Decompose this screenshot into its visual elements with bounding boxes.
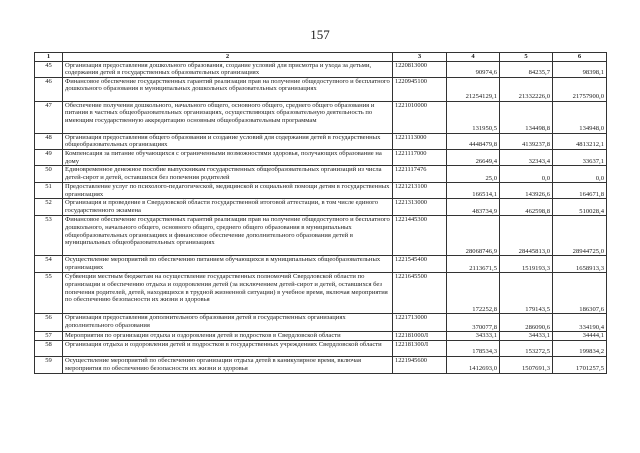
row-value-year3: 199834,2 xyxy=(553,340,607,356)
row-number: 46 xyxy=(35,77,63,101)
table-row xyxy=(35,77,607,101)
row-value-year3: 34444,1 xyxy=(553,332,607,341)
row-value-year1: 178534,3 xyxy=(447,340,500,356)
row-value-year3: 510028,4 xyxy=(553,199,607,216)
row-number: 53 xyxy=(35,216,63,256)
row-value-year1: 166514,1 xyxy=(447,183,500,199)
row-value-year3: 164671,8 xyxy=(553,183,607,199)
row-code: 1220945100 xyxy=(393,77,447,101)
row-value-year1: 25,0 xyxy=(447,166,500,183)
row-number: 52 xyxy=(35,199,63,216)
row-number: 51 xyxy=(35,183,63,199)
row-number: 48 xyxy=(35,133,63,149)
row-value-year2: 286090,6 xyxy=(500,314,553,332)
table-row xyxy=(35,101,607,133)
row-value-year2: 28445813,0 xyxy=(500,216,553,256)
table-row xyxy=(35,133,607,149)
row-name: Осуществление мероприятий по обеспечению питанием обучающихся в муниципальных общеобразовательных организациях xyxy=(63,256,393,273)
header-cell: 6 xyxy=(553,53,607,62)
header-cell: 1 xyxy=(35,53,63,62)
page-number: 157 xyxy=(310,27,330,42)
row-value-year2: 143926,6 xyxy=(500,183,553,199)
row-value-year1: 2113671,5 xyxy=(447,256,500,273)
table-row xyxy=(35,216,607,256)
row-code: 1221545400 xyxy=(393,256,447,273)
row-name: Обеспечение получения дошкольного, начального общего, основного общего, среднего общего образования и питания в частных общеобразовательных организациях, осуществляющих образовательную деятельность по имеющим государственную аккредитацию основным общеобразовательным программам xyxy=(63,101,393,133)
table-row xyxy=(35,199,607,216)
row-name: Мероприятия по организации отдыха и оздоровления детей и подростков в Свердловской области xyxy=(63,332,393,341)
row-value-year2: 179143,5 xyxy=(500,273,553,314)
row-code: 1221113000 xyxy=(393,133,447,149)
row-value-year2: 1507691,3 xyxy=(500,356,553,373)
row-value-year1: 34333,1 xyxy=(447,332,500,341)
row-name: Осуществление мероприятий по обеспечению организации отдыха детей в каникулярное время, включая мероприятия по обеспечению безопасности их жизни и здоровья xyxy=(63,356,393,373)
row-number: 57 xyxy=(35,332,63,341)
table-header-row xyxy=(35,53,607,62)
row-value-year1: 483734,9 xyxy=(447,199,500,216)
row-number: 56 xyxy=(35,314,63,332)
row-value-year2: 1519193,3 xyxy=(500,256,553,273)
row-name: Организация предоставления дошкольного образования, создание условий для присмотра и ухода за детьми, содержания детей в государственных образовательных организациях xyxy=(63,61,393,77)
table-row xyxy=(35,61,607,77)
table-row xyxy=(35,340,607,356)
row-name: Финансовое обеспечение государственных гарантий реализации прав на получение общедоступного и бесплатного дошкольного образования в муниципальных дошкольных образовательных организациях xyxy=(63,77,393,101)
row-code: 1221645500 xyxy=(393,273,447,314)
row-code: 1220813000 xyxy=(393,61,447,77)
row-value-year1: 21254129,1 xyxy=(447,77,500,101)
header-cell: 2 xyxy=(63,53,393,62)
row-value-year1: 4448479,8 xyxy=(447,133,500,149)
row-value-year1: 370077,8 xyxy=(447,314,500,332)
row-value-year2: 34433,1 xyxy=(500,332,553,341)
row-number: 54 xyxy=(35,256,63,273)
row-value-year1: 1412693,0 xyxy=(447,356,500,373)
row-name: Предоставление услуг по психолого-педагогической, медицинской и социальной помощи детям в государственных организациях xyxy=(63,183,393,199)
row-value-year3: 4813212,1 xyxy=(553,133,607,149)
table-row xyxy=(35,356,607,373)
row-number: 55 xyxy=(35,273,63,314)
row-value-year1: 172252,8 xyxy=(447,273,500,314)
row-value-year2: 134498,8 xyxy=(500,101,553,133)
row-name: Организация предоставления дополнительного образования детей в государственных организациях дополнительного образования xyxy=(63,314,393,332)
row-value-year3: 186307,6 xyxy=(553,273,607,314)
row-number: 59 xyxy=(35,356,63,373)
table-row xyxy=(35,314,607,332)
row-value-year2: 153272,5 xyxy=(500,340,553,356)
row-value-year3: 98398,1 xyxy=(553,61,607,77)
header-cell: 4 xyxy=(447,53,500,62)
row-value-year2: 4139237,8 xyxy=(500,133,553,149)
row-name: Субвенции местным бюджетам на осуществление государственных полномочий Свердловской области по организации и обеспечению отдыха и оздоровления детей (за исключением детей-сирот и детей, оставшихся без попечения родителей, детей, находящихся в трудной жизненной ситуации) в учебное время, включая мероприятия по обеспечению безопасности их жизни и здоровья xyxy=(63,273,393,314)
row-value-year1: 26649,4 xyxy=(447,149,500,165)
table-row xyxy=(35,183,607,199)
row-code: 1221213100 xyxy=(393,183,447,199)
row-code: 1221445300 xyxy=(393,216,447,256)
row-code: 1221117000 xyxy=(393,149,447,165)
row-number: 47 xyxy=(35,101,63,133)
row-number: 49 xyxy=(35,149,63,165)
row-name: Единовременное денежное пособие выпускникам государственных общеобразовательных организаций из числа детей-сирот и детей, оставшихся без попечения родителей xyxy=(63,166,393,183)
row-code: 122181000Л xyxy=(393,332,447,341)
row-number: 45 xyxy=(35,61,63,77)
row-code: 1221010000 xyxy=(393,101,447,133)
budget-table xyxy=(34,52,607,374)
table-row xyxy=(35,332,607,341)
row-name: Организация отдыха и оздоровления детей и подростков в государственных учреждениях Свердловской области xyxy=(63,340,393,356)
row-code: 1221713000 xyxy=(393,314,447,332)
row-value-year1: 90974,6 xyxy=(447,61,500,77)
row-value-year3: 134948,0 xyxy=(553,101,607,133)
table-row xyxy=(35,166,607,183)
row-value-year2: 84235,7 xyxy=(500,61,553,77)
row-value-year3: 334190,4 xyxy=(553,314,607,332)
row-value-year3: 1701257,5 xyxy=(553,356,607,373)
row-value-year2: 0,0 xyxy=(500,166,553,183)
row-code: 1221945600 xyxy=(393,356,447,373)
header-cell: 3 xyxy=(393,53,447,62)
row-name: Финансовое обеспечение государственных гарантий реализации прав на получение общедоступного и бесплатного дошкольного, начального общего, основного общего, среднего общего образования в муниципальных общеобразовательных организациях и финансовое обеспечение дополнительного образования детей в муниципальных общеобразовательных организациях xyxy=(63,216,393,256)
row-name: Организация и проведение в Свердловской области государственной итоговой аттестации, в том числе единого государственного экзамена xyxy=(63,199,393,216)
row-code: 1221313000 xyxy=(393,199,447,216)
row-number: 50 xyxy=(35,166,63,183)
row-value-year3: 1658913,3 xyxy=(553,256,607,273)
table-row xyxy=(35,256,607,273)
table-row xyxy=(35,273,607,314)
row-name: Организация предоставления общего образования и создание условий для содержания детей в государственных общеобразовательных организациях xyxy=(63,133,393,149)
row-code: 1221117476 xyxy=(393,166,447,183)
row-number: 58 xyxy=(35,340,63,356)
header-cell: 5 xyxy=(500,53,553,62)
row-value-year1: 131950,5 xyxy=(447,101,500,133)
row-value-year1: 28068746,9 xyxy=(447,216,500,256)
row-value-year3: 21757900,0 xyxy=(553,77,607,101)
row-name: Компенсация за питание обучающихся с ограниченными возможностями здоровья, получающих образование на дому xyxy=(63,149,393,165)
table-row xyxy=(35,149,607,165)
row-value-year2: 462598,8 xyxy=(500,199,553,216)
row-value-year2: 32343,4 xyxy=(500,149,553,165)
row-value-year3: 0,0 xyxy=(553,166,607,183)
row-value-year3: 28944725,0 xyxy=(553,216,607,256)
row-code: 122181300Л xyxy=(393,340,447,356)
row-value-year3: 33637,1 xyxy=(553,149,607,165)
row-value-year2: 21332226,0 xyxy=(500,77,553,101)
